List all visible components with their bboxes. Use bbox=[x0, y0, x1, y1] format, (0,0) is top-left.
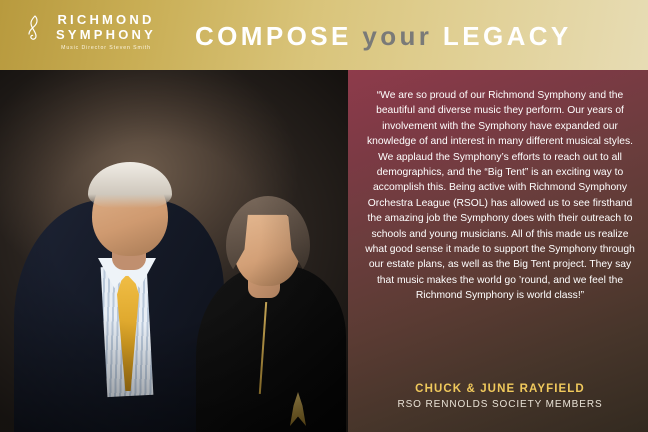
headline-word-your: your bbox=[362, 21, 433, 51]
attribution-role: RSO RENNOLDS SOCIETY MEMBERS bbox=[397, 399, 603, 410]
logo-tagline: Music Director Steven Smith bbox=[61, 45, 151, 51]
testimonial-panel bbox=[348, 70, 648, 432]
richmond-symphony-logo[interactable] bbox=[22, 13, 172, 61]
couple-portrait-photo bbox=[0, 70, 348, 432]
testimonial-quote: “We are so proud of our Richmond Symphony and the beautiful and diverse music they perform. Our years of involvement with the Symphony have expanded our knowledge of and interest in many different musical styles. We applaud the Symphony’s efforts to reach out to all demographics, and the “Big Tent” is an exciting way to accomplish this. Being active with Richmond Symphony Orchestra League (RSOL) has allowed us to see firsthand the amazing job the Symphony does with their outreach to schools and young musicians. All of this made us realize what good sense it made to support the Symphony through our estate plans, as well as the Big Tent project. They say that music makes the world go ’round, and we feel the Richmond Symphony is world class!” bbox=[365, 90, 635, 302]
headline-word-compose: COMPOSE bbox=[195, 21, 352, 51]
logo-line-2: SYMPHONY bbox=[55, 27, 156, 42]
headline-word-legacy: LEGACY bbox=[442, 21, 572, 51]
attribution bbox=[362, 381, 638, 412]
page-title bbox=[195, 21, 625, 52]
photo-vignette bbox=[0, 70, 348, 432]
attribution-name: CHUCK & JUNE RAYFIELD bbox=[415, 383, 585, 395]
logo-line-1: RICHMOND bbox=[57, 12, 155, 27]
header-band bbox=[0, 0, 648, 70]
treble-clef-icon bbox=[24, 15, 46, 41]
